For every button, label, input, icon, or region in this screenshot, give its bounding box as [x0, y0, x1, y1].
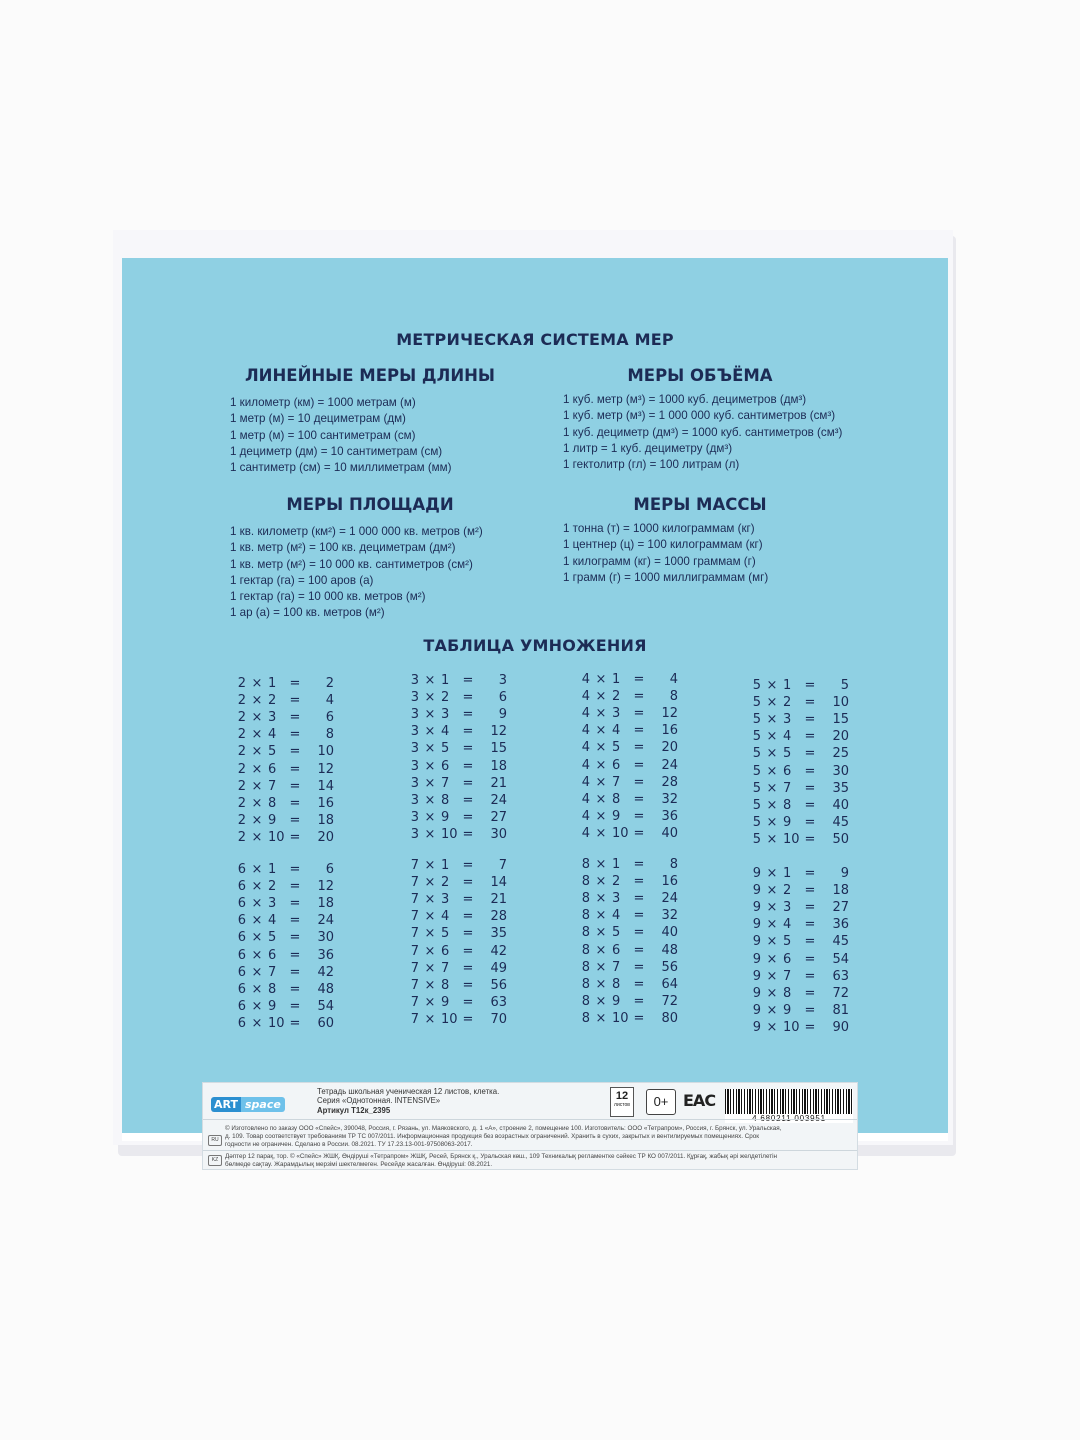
- mult-row: 2 × 10 = 20: [237, 829, 334, 845]
- mult-row: 4 × 9 = 36: [581, 808, 678, 824]
- mult-row: 8 × 7 = 56: [581, 959, 678, 975]
- mult-row: 6 × 4 = 24: [237, 913, 334, 929]
- mult-row: 8 × 4 = 32: [581, 908, 678, 924]
- sheets-count-badge: 12 листов: [610, 1087, 634, 1117]
- area-line: 1 кв. километр (км²) = 1 000 000 кв. метров (м²): [230, 525, 483, 538]
- mult-row: 8 × 3 = 24: [581, 891, 678, 907]
- product-line: Тетрадь школьная ученическая 12 листов, клетка.: [317, 1087, 500, 1096]
- mult-row: 9 × 2 = 18: [752, 883, 849, 899]
- mult-column-9: [747, 865, 849, 1036]
- multiplication-title: ТАБЛИЦА УМНОЖЕНИЯ: [423, 636, 647, 655]
- mult-row: 9 × 8 = 72: [752, 985, 849, 1001]
- mult-row: 8 × 9 = 72: [581, 993, 678, 1009]
- mult-row: 6 × 2 = 12: [237, 879, 334, 895]
- mult-row: 9 × 3 = 27: [752, 900, 849, 916]
- mult-row: 5 × 5 = 25: [752, 746, 849, 762]
- volume-line: 1 гектолитр (гл) = 100 литрам (л): [563, 458, 740, 472]
- mult-row: 7 × 4 = 28: [410, 909, 507, 925]
- mult-row: 2 × 3 = 6: [237, 710, 334, 726]
- mult-row: 5 × 9 = 45: [752, 814, 849, 830]
- mult-row: 9 × 6 = 54: [752, 951, 849, 967]
- mult-row: 8 × 1 = 8: [581, 857, 678, 873]
- mult-row: 6 × 1 = 6: [237, 862, 334, 878]
- area-list: [230, 524, 483, 622]
- mult-column-3: [405, 672, 507, 843]
- mult-row: 3 × 6 = 18: [410, 758, 507, 774]
- mult-row: 6 × 7 = 42: [237, 964, 334, 980]
- mult-row: 6 × 8 = 48: [237, 981, 334, 997]
- mult-row: 2 × 9 = 18: [237, 812, 334, 828]
- mult-row: 3 × 5 = 15: [410, 741, 507, 757]
- area-line: 1 ар (а) = 100 кв. метров (м²): [230, 606, 385, 620]
- mass-line: 1 тонна (т) = 1000 килограммам (кг): [563, 522, 755, 535]
- mult-row: 9 × 5 = 45: [752, 934, 849, 950]
- mult-row: 8 × 6 = 48: [581, 942, 678, 958]
- mult-row: 5 × 6 = 30: [752, 763, 849, 779]
- mult-row: 3 × 9 = 27: [410, 809, 507, 825]
- mult-row: 5 × 2 = 10: [752, 695, 849, 711]
- mass-line: 1 грамм (г) = 1000 миллиграммам (мг): [563, 570, 769, 584]
- artspace-logo: ART space: [211, 1095, 285, 1113]
- mult-row: 7 × 8 = 56: [410, 977, 507, 993]
- product-line: Серия «Однотонная. INTENSIVE»: [317, 1096, 441, 1106]
- area-line: 1 гектар (га) = 100 аров (а): [230, 573, 374, 587]
- mult-row: 3 × 7 = 21: [410, 775, 507, 791]
- label-divider: [203, 1119, 857, 1120]
- mult-column-2: [232, 675, 334, 846]
- mult-row: 7 × 10 = 70: [410, 1011, 507, 1027]
- mult-row: 2 × 7 = 14: [237, 778, 334, 794]
- mult-row: 2 × 1 = 2: [237, 676, 334, 692]
- mult-row: 5 × 10 = 50: [752, 831, 849, 847]
- mult-row: 9 × 10 = 90: [752, 1019, 849, 1035]
- mult-row: 5 × 7 = 35: [752, 780, 849, 796]
- linear-line: 1 дециметр (дм) = 10 сантиметрам (см): [230, 444, 443, 458]
- label-divider: [203, 1150, 857, 1151]
- mult-row: 3 × 2 = 6: [410, 690, 507, 706]
- age-rating-badge: 0+: [646, 1089, 676, 1115]
- mult-row: 4 × 1 = 4: [581, 672, 678, 688]
- lang-kz-badge: KZ: [208, 1155, 222, 1166]
- linear-title: ЛИНЕЙНЫЕ МЕРЫ ДЛИНЫ: [244, 366, 496, 385]
- linear-list: [230, 395, 451, 476]
- mult-row: 5 × 1 = 5: [752, 678, 849, 694]
- linear-line: 1 метр (м) = 10 дециметрам (дм): [230, 412, 406, 426]
- product-article: Артикул Т12к_2395: [317, 1105, 391, 1115]
- mult-row: 3 × 1 = 3: [410, 673, 507, 689]
- mult-column-6: [232, 861, 334, 1032]
- area-line: 1 кв. метр (м²) = 100 кв. дециметрам (дм²): [230, 541, 456, 555]
- eac-mark-icon: EAC: [683, 1091, 716, 1110]
- mult-row: 9 × 7 = 63: [752, 968, 849, 984]
- mult-row: 7 × 6 = 42: [410, 943, 507, 959]
- mult-row: 3 × 8 = 24: [410, 792, 507, 808]
- volume-list: [563, 392, 842, 473]
- product-info: [317, 1087, 499, 1115]
- mult-row: 6 × 10 = 60: [237, 1015, 334, 1031]
- mult-row: 5 × 3 = 15: [752, 712, 849, 728]
- mult-row: 7 × 2 = 14: [410, 875, 507, 891]
- page-title: МЕТРИЧЕСКАЯ СИСТЕМА МЕР: [396, 330, 674, 349]
- mult-column-5: [747, 677, 849, 848]
- mult-row: 2 × 5 = 10: [237, 744, 334, 760]
- mult-row: 8 × 10 = 80: [581, 1010, 678, 1026]
- area-line: 1 кв. метр (м²) = 10 000 кв. сантиметров (см²): [230, 557, 473, 571]
- mult-row: 5 × 4 = 20: [752, 729, 849, 745]
- mult-row: 9 × 1 = 9: [752, 866, 849, 882]
- mass-line: 1 центнер (ц) = 100 килограммам (кг): [563, 538, 763, 552]
- mult-row: 2 × 8 = 16: [237, 795, 334, 811]
- volume-line: 1 куб. метр (м³) = 1 000 000 куб. сантиметров (см³): [563, 409, 836, 423]
- mult-row: 3 × 10 = 30: [410, 826, 507, 842]
- mult-row: 8 × 2 = 16: [581, 874, 678, 890]
- mult-row: 4 × 5 = 20: [581, 740, 678, 756]
- mult-row: 8 × 5 = 40: [581, 925, 678, 941]
- mult-row: 3 × 3 = 9: [410, 707, 507, 723]
- barcode: [725, 1089, 853, 1115]
- lang-ru-badge: RU: [208, 1135, 222, 1146]
- mult-row: 6 × 6 = 36: [237, 947, 334, 963]
- product-label: [202, 1082, 858, 1170]
- mult-row: 4 × 4 = 16: [581, 723, 678, 739]
- mult-row: 7 × 7 = 49: [410, 960, 507, 976]
- mult-column-4: [576, 671, 678, 842]
- mult-row: 7 × 5 = 35: [410, 926, 507, 942]
- mult-row: 5 × 8 = 40: [752, 797, 849, 813]
- mult-row: 6 × 3 = 18: [237, 896, 334, 912]
- legal-text-kz: Дәптер 12 парақ, тор. © «Спейс» ЖШҚ. Өндіруші «Тетрапром» ЖШҚ, Ресей, Брянск қ., Уральская көш., 109 Техникалық регламентке сәйкес ТР КО 007/2011. Құрғақ, жабық әрі желдетілетін бөлмеде сақтау. Жарамдылық мерзімі шектелмеген. Ресейде жасалған. Өндіруші: 08.2021.: [225, 1153, 778, 1168]
- mult-row: 9 × 4 = 36: [752, 917, 849, 933]
- mult-column-7: [405, 857, 507, 1028]
- mult-row: 4 × 6 = 24: [581, 757, 678, 773]
- mult-row: 2 × 4 = 8: [237, 727, 334, 743]
- volume-line: 1 куб. дециметр (дм³) = 1000 куб. сантиметров (см³): [563, 425, 843, 439]
- volume-line: 1 литр = 1 куб. дециметру (дм³): [563, 441, 733, 455]
- mult-row: 4 × 7 = 28: [581, 774, 678, 790]
- mult-row: 6 × 9 = 54: [237, 998, 334, 1014]
- area-title: МЕРЫ ПЛОЩАДИ: [286, 495, 454, 514]
- mult-row: 8 × 8 = 64: [581, 976, 678, 992]
- mult-row: 7 × 9 = 63: [410, 994, 507, 1010]
- mult-row: 4 × 2 = 8: [581, 689, 678, 705]
- mult-row: 7 × 1 = 7: [410, 858, 507, 874]
- mass-line: 1 килограмм (кг) = 1000 граммам (г): [563, 554, 756, 568]
- mult-row: 7 × 3 = 21: [410, 892, 507, 908]
- area-line: 1 гектар (га) = 10 000 кв. метров (м²): [230, 590, 426, 604]
- mult-row: 4 × 10 = 40: [581, 825, 678, 841]
- mult-row: 2 × 6 = 12: [237, 761, 334, 777]
- mass-list: [563, 521, 768, 586]
- mult-row: 4 × 3 = 12: [581, 706, 678, 722]
- volume-line: 1 куб. метр (м³) = 1000 куб. дециметров (дм³): [563, 393, 807, 406]
- mult-row: 3 × 4 = 12: [410, 724, 507, 740]
- mult-column-8: [576, 856, 678, 1027]
- mult-row: 9 × 9 = 81: [752, 1002, 849, 1018]
- legal-text-ru: © Изготовлено по заказу ООО «Спейс», 390048, Россия, г. Рязань, ул. Маяковского, д. 1 «А», строение 2, помещение 100. Изготовитель: ООО «Тетрапром», Россия, г. Брянск, ул. Уральская, д. 109. Товар соответствует требованиям ТР ТС 007/2011. Информационная продукция без возрастных ограничений. Хранить в сухих, закрытых и вентилируемых помещениях. Срок годности не ограничен. Сделано в России. 08.2021. ТУ 17.23.13-001-97508063-2017.: [225, 1125, 782, 1148]
- mass-title: МЕРЫ МАССЫ: [633, 495, 767, 514]
- mult-row: 6 × 5 = 30: [237, 930, 334, 946]
- linear-line: 1 сантиметр (см) = 10 миллиметрам (мм): [230, 461, 452, 475]
- linear-line: 1 метр (м) = 100 сантиметрам (см): [230, 428, 416, 442]
- volume-title: МЕРЫ ОБЪЁМА: [627, 366, 773, 385]
- linear-line: 1 километр (км) = 1000 метрам (м): [230, 396, 416, 409]
- mult-row: 4 × 8 = 32: [581, 791, 678, 807]
- mult-row: 2 × 2 = 4: [237, 693, 334, 709]
